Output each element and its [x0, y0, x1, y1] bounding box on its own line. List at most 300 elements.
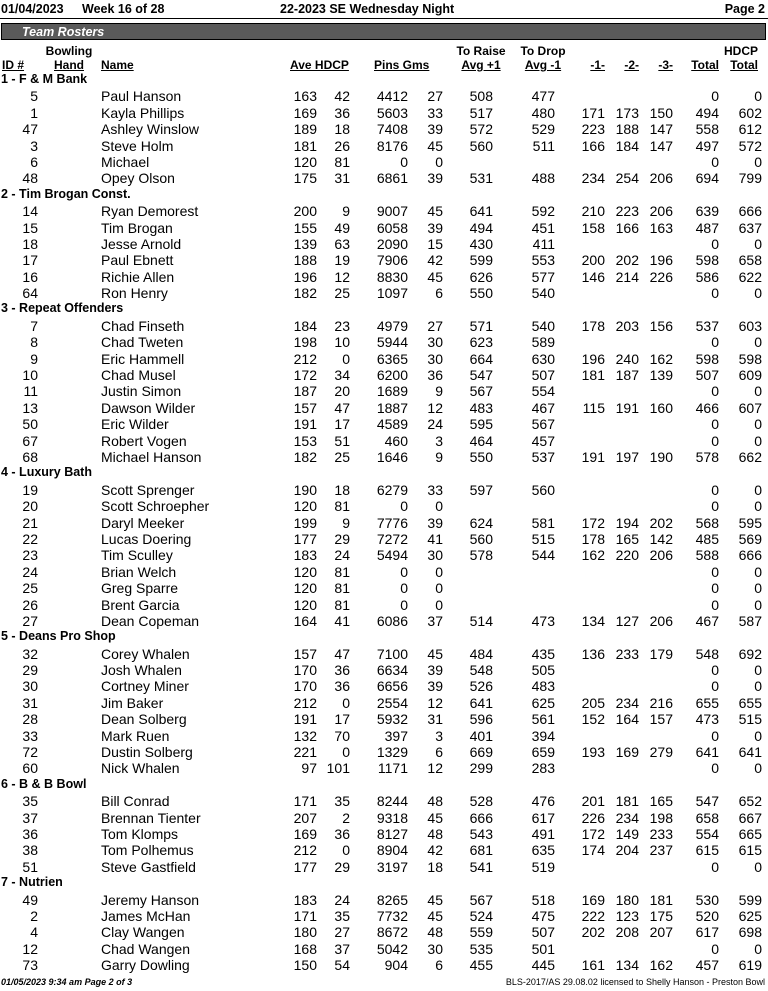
to-drop-avg: 577	[531, 268, 555, 285]
game-3-score: 233	[649, 825, 673, 842]
player-games: 39	[427, 678, 443, 695]
table-row	[0, 400, 768, 416]
player-id: 64	[22, 285, 38, 302]
team-heading	[0, 301, 768, 317]
player-hdcp: 24	[334, 891, 350, 908]
player-average: 187	[293, 383, 317, 400]
player-id: 12	[22, 940, 38, 957]
player-id: 15	[22, 219, 38, 236]
series-total: 467	[695, 612, 719, 629]
player-average: 170	[293, 678, 317, 695]
player-games: 0	[435, 498, 443, 515]
series-total: 655	[695, 694, 719, 711]
hdcp-total: 595	[738, 514, 762, 531]
player-pins: 8265	[376, 891, 408, 908]
to-drop-avg: 475	[531, 907, 555, 924]
hdcp-total: 0	[754, 498, 762, 515]
table-row	[0, 957, 768, 973]
player-id: 48	[22, 170, 38, 187]
to-drop-avg: 283	[531, 760, 555, 777]
to-raise-avg: 624	[469, 514, 493, 531]
player-pins: 8904	[376, 842, 408, 859]
game-2-score: 208	[615, 924, 639, 941]
player-pins: 8244	[376, 793, 408, 810]
player-games: 48	[427, 924, 443, 941]
player-id: 11	[23, 383, 38, 400]
player-id: 47	[22, 121, 38, 138]
game-2-score: 165	[615, 530, 639, 547]
player-hdcp: 81	[334, 153, 350, 170]
table-row	[0, 613, 768, 629]
table-row	[0, 531, 768, 547]
player-hdcp: 17	[334, 711, 350, 728]
player-hdcp: 20	[334, 383, 350, 400]
player-average: 191	[293, 416, 317, 433]
to-raise-avg: 623	[469, 334, 493, 351]
to-drop-avg: 589	[531, 334, 555, 351]
player-average: 175	[293, 170, 317, 187]
player-hdcp: 9	[342, 203, 350, 220]
hdcp-total: 692	[738, 645, 762, 662]
player-id: 17	[22, 252, 38, 269]
player-hdcp: 9	[342, 514, 350, 531]
col-id: ID #	[2, 58, 25, 72]
table-row	[0, 170, 768, 186]
game-2-score: 181	[615, 793, 639, 810]
player-name: Chad Finseth	[101, 317, 185, 334]
hdcp-total: 587	[738, 612, 762, 629]
player-average: 170	[293, 662, 317, 679]
game-2-score: 254	[615, 170, 639, 187]
col-game2: -2-	[624, 58, 639, 72]
player-pins: 1097	[376, 285, 408, 302]
game-1-score: 171	[581, 104, 605, 121]
game-3-score: 156	[649, 317, 673, 334]
game-3-score: 206	[649, 612, 673, 629]
to-raise-avg: 571	[469, 317, 493, 334]
series-total: 0	[711, 580, 719, 597]
series-total: 0	[711, 940, 719, 957]
player-hdcp: 81	[334, 580, 350, 597]
to-raise-avg: 599	[469, 252, 493, 269]
player-hdcp: 0	[342, 744, 350, 761]
hdcp-total: 603	[738, 317, 762, 334]
table-row	[0, 433, 768, 449]
to-raise-avg: 597	[469, 481, 493, 498]
player-pins: 6634	[376, 662, 408, 679]
col-drop-line2: Avg -1	[524, 58, 562, 72]
series-total: 694	[695, 170, 719, 187]
series-total: 617	[695, 924, 719, 941]
player-hdcp: 31	[334, 170, 350, 187]
game-2-score: 203	[615, 317, 639, 334]
series-total: 0	[711, 334, 719, 351]
game-3-score: 147	[649, 121, 673, 138]
player-games: 18	[427, 858, 443, 875]
to-raise-avg: 595	[469, 416, 493, 433]
series-total: 641	[695, 744, 719, 761]
to-drop-avg: 592	[531, 203, 555, 220]
player-games: 6	[435, 285, 443, 302]
player-games: 12	[427, 399, 443, 416]
player-games: 12	[427, 760, 443, 777]
player-name: Greg Sparre	[101, 580, 179, 597]
hdcp-total: 569	[738, 530, 762, 547]
player-name: Paul Hanson	[101, 88, 182, 105]
player-name: Daryl Meeker	[101, 514, 185, 531]
player-name: Jim Baker	[101, 694, 164, 711]
player-average: 189	[293, 121, 317, 138]
player-pins: 8672	[376, 924, 408, 941]
player-average: 212	[293, 694, 317, 711]
player-average: 183	[293, 891, 317, 908]
to-raise-avg: 669	[469, 744, 493, 761]
player-hdcp: 29	[334, 530, 350, 547]
player-pins: 5932	[376, 711, 408, 728]
game-1-score: 174	[581, 842, 605, 859]
to-raise-avg: 524	[469, 907, 493, 924]
series-total: 658	[695, 809, 719, 826]
to-drop-avg: 483	[531, 678, 555, 695]
player-hdcp: 19	[334, 252, 350, 269]
table-row	[0, 220, 768, 236]
hdcp-total: 662	[738, 448, 762, 465]
hdcp-total: 641	[738, 744, 762, 761]
game-1-score: 234	[581, 170, 605, 187]
player-id: 29	[22, 662, 38, 679]
player-average: 171	[293, 793, 317, 810]
player-hdcp: 26	[334, 137, 350, 154]
col-pins-gms: Pins Gms	[374, 58, 430, 72]
to-raise-avg: 528	[469, 793, 493, 810]
game-1-score: 196	[581, 350, 605, 367]
game-1-score: 166	[581, 137, 605, 154]
team-title: 1 - F & M Bank	[1, 72, 88, 86]
player-pins: 7732	[376, 907, 408, 924]
player-hdcp: 29	[334, 858, 350, 875]
hdcp-total: 0	[754, 662, 762, 679]
player-name: Tom Polhemus	[101, 842, 194, 859]
table-row	[0, 728, 768, 744]
game-1-score: 161	[581, 957, 605, 974]
player-hdcp: 47	[334, 645, 350, 662]
player-hdcp: 81	[334, 596, 350, 613]
player-hdcp: 36	[334, 678, 350, 695]
player-id: 25	[22, 580, 38, 597]
to-raise-avg: 664	[469, 350, 493, 367]
table-row	[0, 859, 768, 875]
player-id: 38	[22, 842, 38, 859]
game-3-score: 279	[649, 744, 673, 761]
to-raise-avg: 508	[469, 88, 493, 105]
series-total: 0	[711, 432, 719, 449]
to-raise-avg: 483	[469, 399, 493, 416]
game-3-score: 175	[649, 907, 673, 924]
game-3-score: 163	[649, 219, 673, 236]
player-games: 45	[427, 645, 443, 662]
to-drop-avg: 561	[531, 711, 555, 728]
to-raise-avg: 560	[469, 530, 493, 547]
player-id: 3	[30, 137, 38, 154]
to-drop-avg: 553	[531, 252, 555, 269]
player-games: 3	[435, 432, 443, 449]
game-2-score: 240	[615, 350, 639, 367]
col-drop-line1: To Drop	[520, 44, 566, 58]
to-raise-avg: 596	[469, 711, 493, 728]
player-hdcp: 0	[342, 694, 350, 711]
player-id: 10	[22, 367, 38, 384]
game-3-score: 202	[649, 514, 673, 531]
hdcp-total: 598	[738, 350, 762, 367]
to-drop-avg: 511	[532, 137, 555, 154]
col-total: Total	[691, 58, 719, 72]
player-games: 33	[427, 481, 443, 498]
player-games: 30	[427, 940, 443, 957]
team-title: 4 - Luxury Bath	[1, 465, 92, 480]
player-id: 5	[30, 88, 38, 105]
to-drop-avg: 560	[531, 481, 555, 498]
game-3-score: 196	[649, 252, 673, 269]
player-average: 139	[293, 235, 317, 252]
player-id: 51	[22, 858, 38, 875]
series-total: 0	[711, 596, 719, 613]
player-hdcp: 42	[334, 88, 350, 105]
player-name: Paul Ebnett	[101, 252, 174, 269]
player-average: 196	[293, 268, 317, 285]
series-total: 598	[695, 350, 719, 367]
player-games: 48	[427, 793, 443, 810]
player-games: 27	[427, 88, 443, 105]
player-games: 45	[427, 907, 443, 924]
player-pins: 7408	[376, 121, 408, 138]
to-drop-avg: 625	[531, 694, 555, 711]
table-row	[0, 678, 768, 694]
hdcp-total: 572	[738, 137, 762, 154]
player-hdcp: 0	[342, 842, 350, 859]
series-total: 485	[695, 530, 719, 547]
col-game3: -3-	[658, 58, 673, 72]
player-name: Chad Wangen	[101, 940, 190, 957]
to-raise-avg: 641	[469, 694, 493, 711]
player-games: 24	[427, 416, 443, 433]
table-row	[0, 88, 768, 104]
hdcp-total: 698	[738, 924, 762, 941]
series-total: 0	[711, 678, 719, 695]
player-hdcp: 25	[334, 448, 350, 465]
player-pins: 4589	[376, 416, 408, 433]
player-average: 171	[293, 907, 317, 924]
to-drop-avg: 435	[531, 645, 555, 662]
game-2-score: 194	[615, 514, 639, 531]
series-total: 0	[711, 498, 719, 515]
series-total: 586	[695, 268, 719, 285]
player-name: Tom Klomps	[101, 825, 179, 842]
player-id: 8	[30, 334, 38, 351]
to-drop-avg: 394	[531, 727, 555, 744]
to-raise-avg: 550	[469, 448, 493, 465]
series-total: 0	[711, 153, 719, 170]
table-row	[0, 482, 768, 498]
player-id: 23	[22, 547, 38, 564]
table-row	[0, 367, 768, 383]
player-average: 181	[293, 137, 317, 154]
hdcp-total: 655	[738, 694, 762, 711]
player-hdcp: 10	[334, 334, 350, 351]
player-hdcp: 49	[334, 219, 350, 236]
team-title: 2 - Tim Brogan Const.	[1, 186, 131, 201]
player-pins: 8830	[376, 268, 408, 285]
series-total: 507	[695, 367, 719, 384]
player-average: 183	[293, 547, 317, 564]
player-hdcp: 2	[342, 809, 350, 826]
player-hdcp: 101	[326, 760, 350, 777]
player-name: Eric Wilder	[101, 416, 169, 433]
hdcp-total: 0	[754, 563, 762, 580]
player-pins: 5603	[376, 104, 408, 121]
to-drop-avg: 630	[531, 350, 555, 367]
to-raise-avg: 455	[469, 957, 493, 974]
game-1-score: 136	[581, 645, 605, 662]
to-raise-avg: 572	[469, 121, 493, 138]
game-2-score: 134	[615, 957, 639, 974]
player-hdcp: 0	[342, 350, 350, 367]
game-2-score: 197	[615, 448, 639, 465]
player-name: Jesse Arnold	[101, 235, 182, 252]
player-average: 97	[301, 760, 317, 777]
player-name: Michael Hanson	[101, 448, 202, 465]
game-1-score: 181	[581, 367, 605, 384]
to-raise-avg: 535	[469, 940, 493, 957]
player-pins: 7272	[376, 530, 408, 547]
player-hdcp: 36	[334, 825, 350, 842]
to-raise-avg: 559	[469, 924, 493, 941]
player-pins: 9007	[376, 203, 408, 220]
game-3-score: 206	[649, 203, 673, 220]
player-pins: 6656	[376, 678, 408, 695]
to-raise-avg: 578	[469, 547, 493, 564]
player-id: 73	[22, 957, 38, 974]
hdcp-total: 602	[738, 104, 762, 121]
player-average: 157	[293, 645, 317, 662]
player-games: 39	[427, 170, 443, 187]
to-raise-avg: 484	[469, 645, 493, 662]
player-pins: 0	[400, 596, 408, 613]
to-drop-avg: 476	[531, 793, 555, 810]
player-games: 30	[427, 350, 443, 367]
player-average: 120	[293, 498, 317, 515]
game-2-score: 191	[615, 399, 639, 416]
player-id: 31	[22, 694, 38, 711]
series-total: 497	[695, 137, 719, 154]
to-drop-avg: 477	[531, 88, 555, 105]
series-total: 0	[711, 88, 719, 105]
series-total: 588	[695, 547, 719, 564]
hdcp-total: 666	[738, 547, 762, 564]
table-row	[0, 810, 768, 826]
player-average: 120	[293, 580, 317, 597]
to-drop-avg: 491	[531, 825, 555, 842]
to-drop-avg: 617	[531, 809, 555, 826]
player-games: 27	[427, 317, 443, 334]
player-name: Ashley Winslow	[101, 121, 200, 138]
table-row	[0, 318, 768, 334]
player-id: 6	[30, 153, 38, 170]
player-name: Richie Allen	[101, 268, 175, 285]
to-drop-avg: 659	[531, 744, 555, 761]
player-hdcp: 24	[334, 547, 350, 564]
series-total: 0	[711, 383, 719, 400]
game-1-score: 222	[581, 907, 605, 924]
player-games: 31	[427, 711, 443, 728]
to-raise-avg: 681	[469, 842, 493, 859]
game-3-score: 226	[649, 268, 673, 285]
player-id: 2	[30, 907, 38, 924]
to-raise-avg: 526	[469, 678, 493, 695]
table-row	[0, 662, 768, 678]
game-2-score: 220	[615, 547, 639, 564]
table-row	[0, 908, 768, 924]
player-name: Mark Ruen	[101, 727, 170, 744]
hdcp-total: 0	[754, 727, 762, 744]
player-games: 0	[435, 563, 443, 580]
player-games: 0	[435, 153, 443, 170]
series-total: 0	[711, 481, 719, 498]
series-total: 0	[711, 727, 719, 744]
to-drop-avg: 507	[531, 367, 555, 384]
game-2-score: 233	[615, 645, 639, 662]
player-games: 9	[435, 383, 443, 400]
player-name: Tim Sculley	[101, 547, 173, 564]
game-1-score: 172	[581, 514, 605, 531]
game-1-score: 193	[581, 744, 605, 761]
player-id: 28	[22, 711, 38, 728]
team-title: 7 - Nutrien	[1, 875, 63, 890]
hdcp-total: 658	[738, 252, 762, 269]
player-pins: 7906	[376, 252, 408, 269]
player-average: 150	[293, 957, 317, 974]
to-raise-avg: 567	[469, 383, 493, 400]
team-heading	[0, 72, 768, 88]
player-id: 50	[22, 416, 38, 433]
game-3-score: 142	[649, 530, 673, 547]
game-3-score: 216	[649, 694, 673, 711]
to-raise-avg: 547	[469, 367, 493, 384]
player-average: 212	[293, 842, 317, 859]
player-id: 20	[22, 498, 38, 515]
player-pins: 460	[384, 432, 408, 449]
player-name: Dawson Wilder	[101, 399, 196, 416]
game-1-score: 172	[581, 825, 605, 842]
player-games: 0	[435, 580, 443, 597]
hdcp-total: 599	[738, 891, 762, 908]
player-hdcp: 51	[334, 432, 350, 449]
section-banner	[1, 23, 766, 40]
series-total: 547	[695, 793, 719, 810]
game-3-score: 206	[649, 547, 673, 564]
to-raise-avg: 531	[469, 170, 493, 187]
player-name: Nick Whalen	[101, 760, 180, 777]
hdcp-total: 0	[754, 760, 762, 777]
to-raise-avg: 299	[469, 760, 493, 777]
player-pins: 6279	[376, 481, 408, 498]
game-3-score: 150	[649, 104, 673, 121]
player-pins: 3197	[376, 858, 408, 875]
hdcp-total: 0	[754, 940, 762, 957]
col-ave-hdcp: Ave HDCP	[290, 58, 349, 72]
game-1-score: 205	[581, 694, 605, 711]
col-raise-line1: To Raise	[456, 44, 506, 58]
player-hdcp: 35	[334, 793, 350, 810]
